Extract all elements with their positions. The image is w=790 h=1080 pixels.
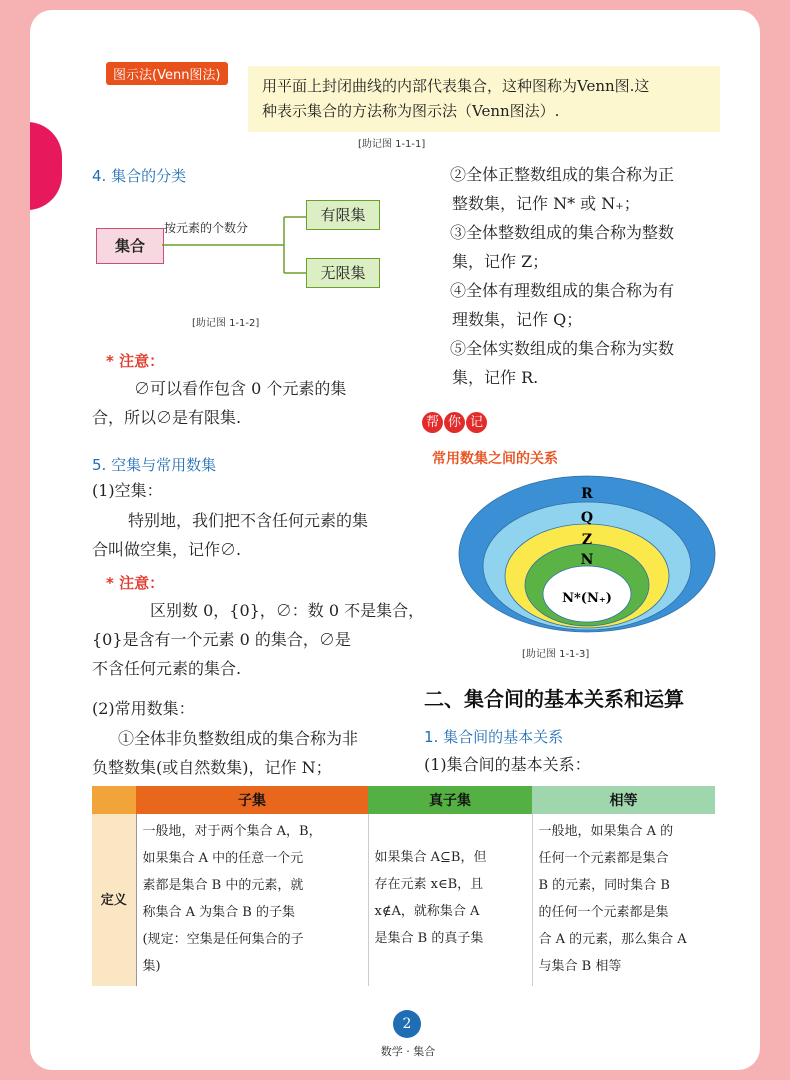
label-z: Z [581, 532, 593, 548]
section-2-1-sub: (1)集合间的基本关系： [424, 755, 591, 774]
header-equal: 相等 [532, 786, 715, 814]
common-sets-sub: (2)常用数集： [92, 699, 195, 718]
finite-set-box: 有限集 [306, 200, 380, 230]
section-5-title: 5. 空集与常用数集 [92, 456, 217, 474]
label-q: Q [580, 510, 594, 526]
proper-subset-definition: 如果集合 A⊆B，但 存在元素 x∈B，且 x∉A，就称集合 A 是集合 B 的真子集 [368, 814, 532, 986]
page [30, 10, 760, 1070]
empty-set-def: 特别地，我们把不含任何元素的集 合叫做空集，记作∅. [92, 511, 369, 559]
subset-definition: 一般地，对于两个集合 A，B， 如果集合 A 中的任意一个元 素都是集合 B 中的元素，就 称集合 A 为集合 B 的子集 (规定：空集是任何集合的子 集) [136, 814, 368, 986]
caption-2: [助记图 1-1-2] [192, 318, 260, 329]
number-set-list: ②全体正整数组成的集合称为正 整数集，记作 N* 或 N₊； ③全体整数组成的集合称为整数 集，记作 Z； ④全体有理数组成的集合称为有 理数集，记作 Q； ⑤全体实数组成的集合称为实数 集，记作 R. [450, 165, 675, 387]
venn-definition: 用平面上封闭曲线的内部代表集合，这种图称为Venn图.这 种表示集合的方法称为图示法（Venn图法）. [248, 66, 720, 132]
table-row [92, 814, 715, 986]
table-header [92, 786, 715, 814]
item-1: ①全体非负整数组成的集合称为非 负整数集(或自然数集)，记作 N； [92, 729, 359, 777]
header-subset: 子集 [136, 786, 368, 814]
note-heading-2: * 注意： [106, 574, 165, 592]
caption-1: [助记图 1-1-1] [358, 139, 426, 150]
label-n: N [580, 552, 594, 568]
venn-tag: 图示法(Venn图法) [106, 62, 228, 85]
footer-text: 数学 · 集合 [380, 1045, 436, 1058]
help-badge: 帮 你 记 [422, 412, 487, 434]
label-r: R [581, 486, 593, 502]
section-2-1-title: 1. 集合间的基本关系 [424, 728, 564, 746]
page-number: 2 [393, 1010, 421, 1038]
note-heading-1: * 注意： [106, 352, 165, 370]
note-2: 区别数 0，{0}，∅：数 0 不是集合， {0}是含有一个元素 0 的集合，∅是 不含任何元素的集合. [92, 601, 425, 678]
row-label: 定义 [92, 814, 136, 986]
header-empty [92, 786, 136, 814]
header-proper-subset: 真子集 [368, 786, 532, 814]
side-tab [30, 122, 62, 210]
caption-3: [助记图 1-1-3] [522, 649, 590, 660]
note-1: ∅可以看作包含 0 个元素的集 合，所以∅是有限集. [92, 379, 347, 427]
infinite-set-box: 无限集 [306, 258, 380, 288]
label-nstar: N*(N₊) [562, 591, 612, 606]
section-4-title: 4. 集合的分类 [92, 167, 187, 185]
equal-definition: 一般地，如果集合 A 的 任何一个元素都是集合 B 的元素，同时集合 B 的任何一个元素都是集 合 A 的元素，那么集合 A 与集合 B 相等 [532, 814, 715, 986]
help-title: 常用数集之间的关系 [432, 451, 558, 467]
number-sets-diagram [456, 472, 718, 640]
branch-label: 按元素的个数分 [164, 221, 249, 235]
section-2-heading: 二、集合间的基本关系和运算 [424, 687, 684, 711]
classification-lines [162, 205, 307, 280]
relation-table [92, 786, 715, 986]
empty-set-sub: (1)空集： [92, 481, 163, 500]
set-root-box: 集合 [96, 228, 164, 264]
